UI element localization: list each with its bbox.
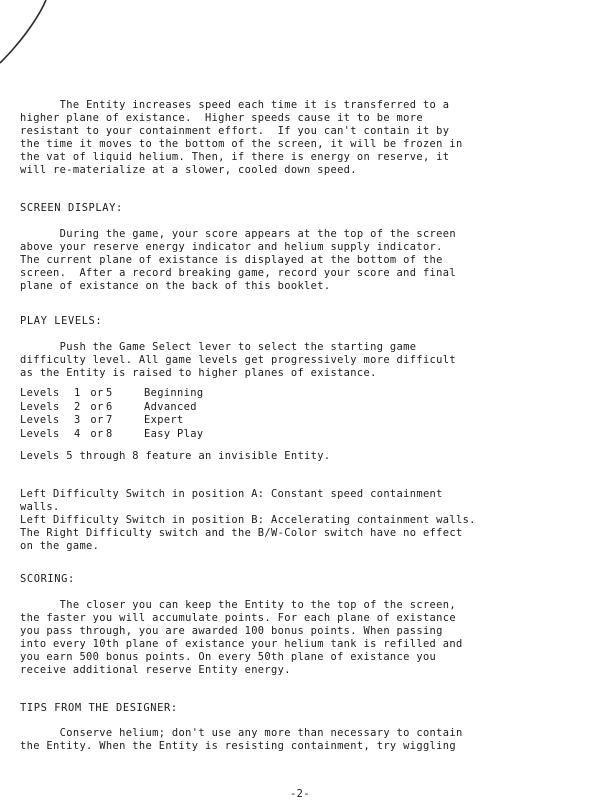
level-number: 6: [106, 400, 113, 413]
play-levels-heading: PLAY LEVELS:: [20, 315, 103, 327]
page-number: -2-: [290, 788, 310, 800]
scoring-heading: SCORING:: [20, 573, 75, 585]
level-number: 7: [106, 414, 113, 427]
levels-row: [20, 428, 320, 442]
levels-row: [20, 414, 320, 428]
levels-word: Levels: [20, 400, 60, 413]
screen-display-heading: SCREEN DISPLAY:: [20, 202, 123, 214]
scoring-paragraph: The closer you can keep the Entity to the top of the screen, the faster you will accumulate points. For each plane of existance you pass through, you are awarded 100 bonus points. When passing into every 10th plane of existance your helium tank is refilled and you earn 500 bonus points. On every 50th plane of existance you receive additional reserve Entity energy.: [20, 599, 463, 676]
or-word: or: [90, 387, 104, 399]
level-number: 8: [106, 427, 113, 440]
levels-row: [20, 387, 320, 401]
tips-paragraph: Conserve helium; don't use any more than necessary to contain the Entity. When the Entity is resisting containment, try wiggling: [20, 727, 463, 752]
or-word: or: [90, 414, 104, 427]
screen-display-paragraph: During the game, your score appears at the top of the screen above your reserve energy indicator and helium supply indicator. The current plane of existance is displayed at the bottom of the screen. After a record breaking game, record your score and final plane of existance on the back of this booklet.: [20, 228, 456, 292]
pen-stroke-mark: [0, 0, 60, 75]
invisible-entity-note: Levels 5 through 8 feature an invisible Entity.: [20, 450, 331, 462]
level-number: 1: [74, 387, 81, 399]
levels-row: [20, 401, 320, 415]
or-word: or: [90, 427, 104, 440]
levels-word: Levels: [20, 414, 60, 427]
level-name: Beginning: [144, 387, 204, 399]
levels-table: [20, 387, 320, 441]
level-number: 5: [106, 387, 113, 399]
levels-word: Levels: [20, 387, 60, 399]
intro-paragraph: The Entity increases speed each time it is transferred to a higher plane of existance. Higher speeds cause it to be more resistant to your containment effort. If you can't contain it by the time it moves to the bottom of the screen, it will be frozen in the vat of liquid helium. Then, if there is energy on reserve, it will re-materialize at a slower, cooled down speed.: [20, 99, 463, 176]
level-name: Expert: [144, 414, 184, 427]
levels-word: Levels: [20, 427, 60, 440]
play-levels-paragraph: Push the Game Select lever to select the starting game difficulty level. All game levels get progressively more difficult as the Entity is raised to higher planes of existance.: [20, 341, 456, 379]
level-name: Advanced: [144, 400, 197, 413]
level-name: Easy Play: [144, 427, 204, 440]
or-word: or: [90, 400, 104, 413]
level-number: 2: [74, 400, 81, 413]
difficulty-switches-paragraph: Left Difficulty Switch in position A: Constant speed containment walls. Left Difficulty Switch in position B: Accelerating containment walls. The Right Difficulty switch and the B/W-Color switch have no effect on the game.: [20, 488, 476, 552]
level-number: 3: [74, 414, 81, 427]
level-number: 4: [74, 427, 81, 440]
tips-heading: TIPS FROM THE DESIGNER:: [20, 702, 178, 714]
